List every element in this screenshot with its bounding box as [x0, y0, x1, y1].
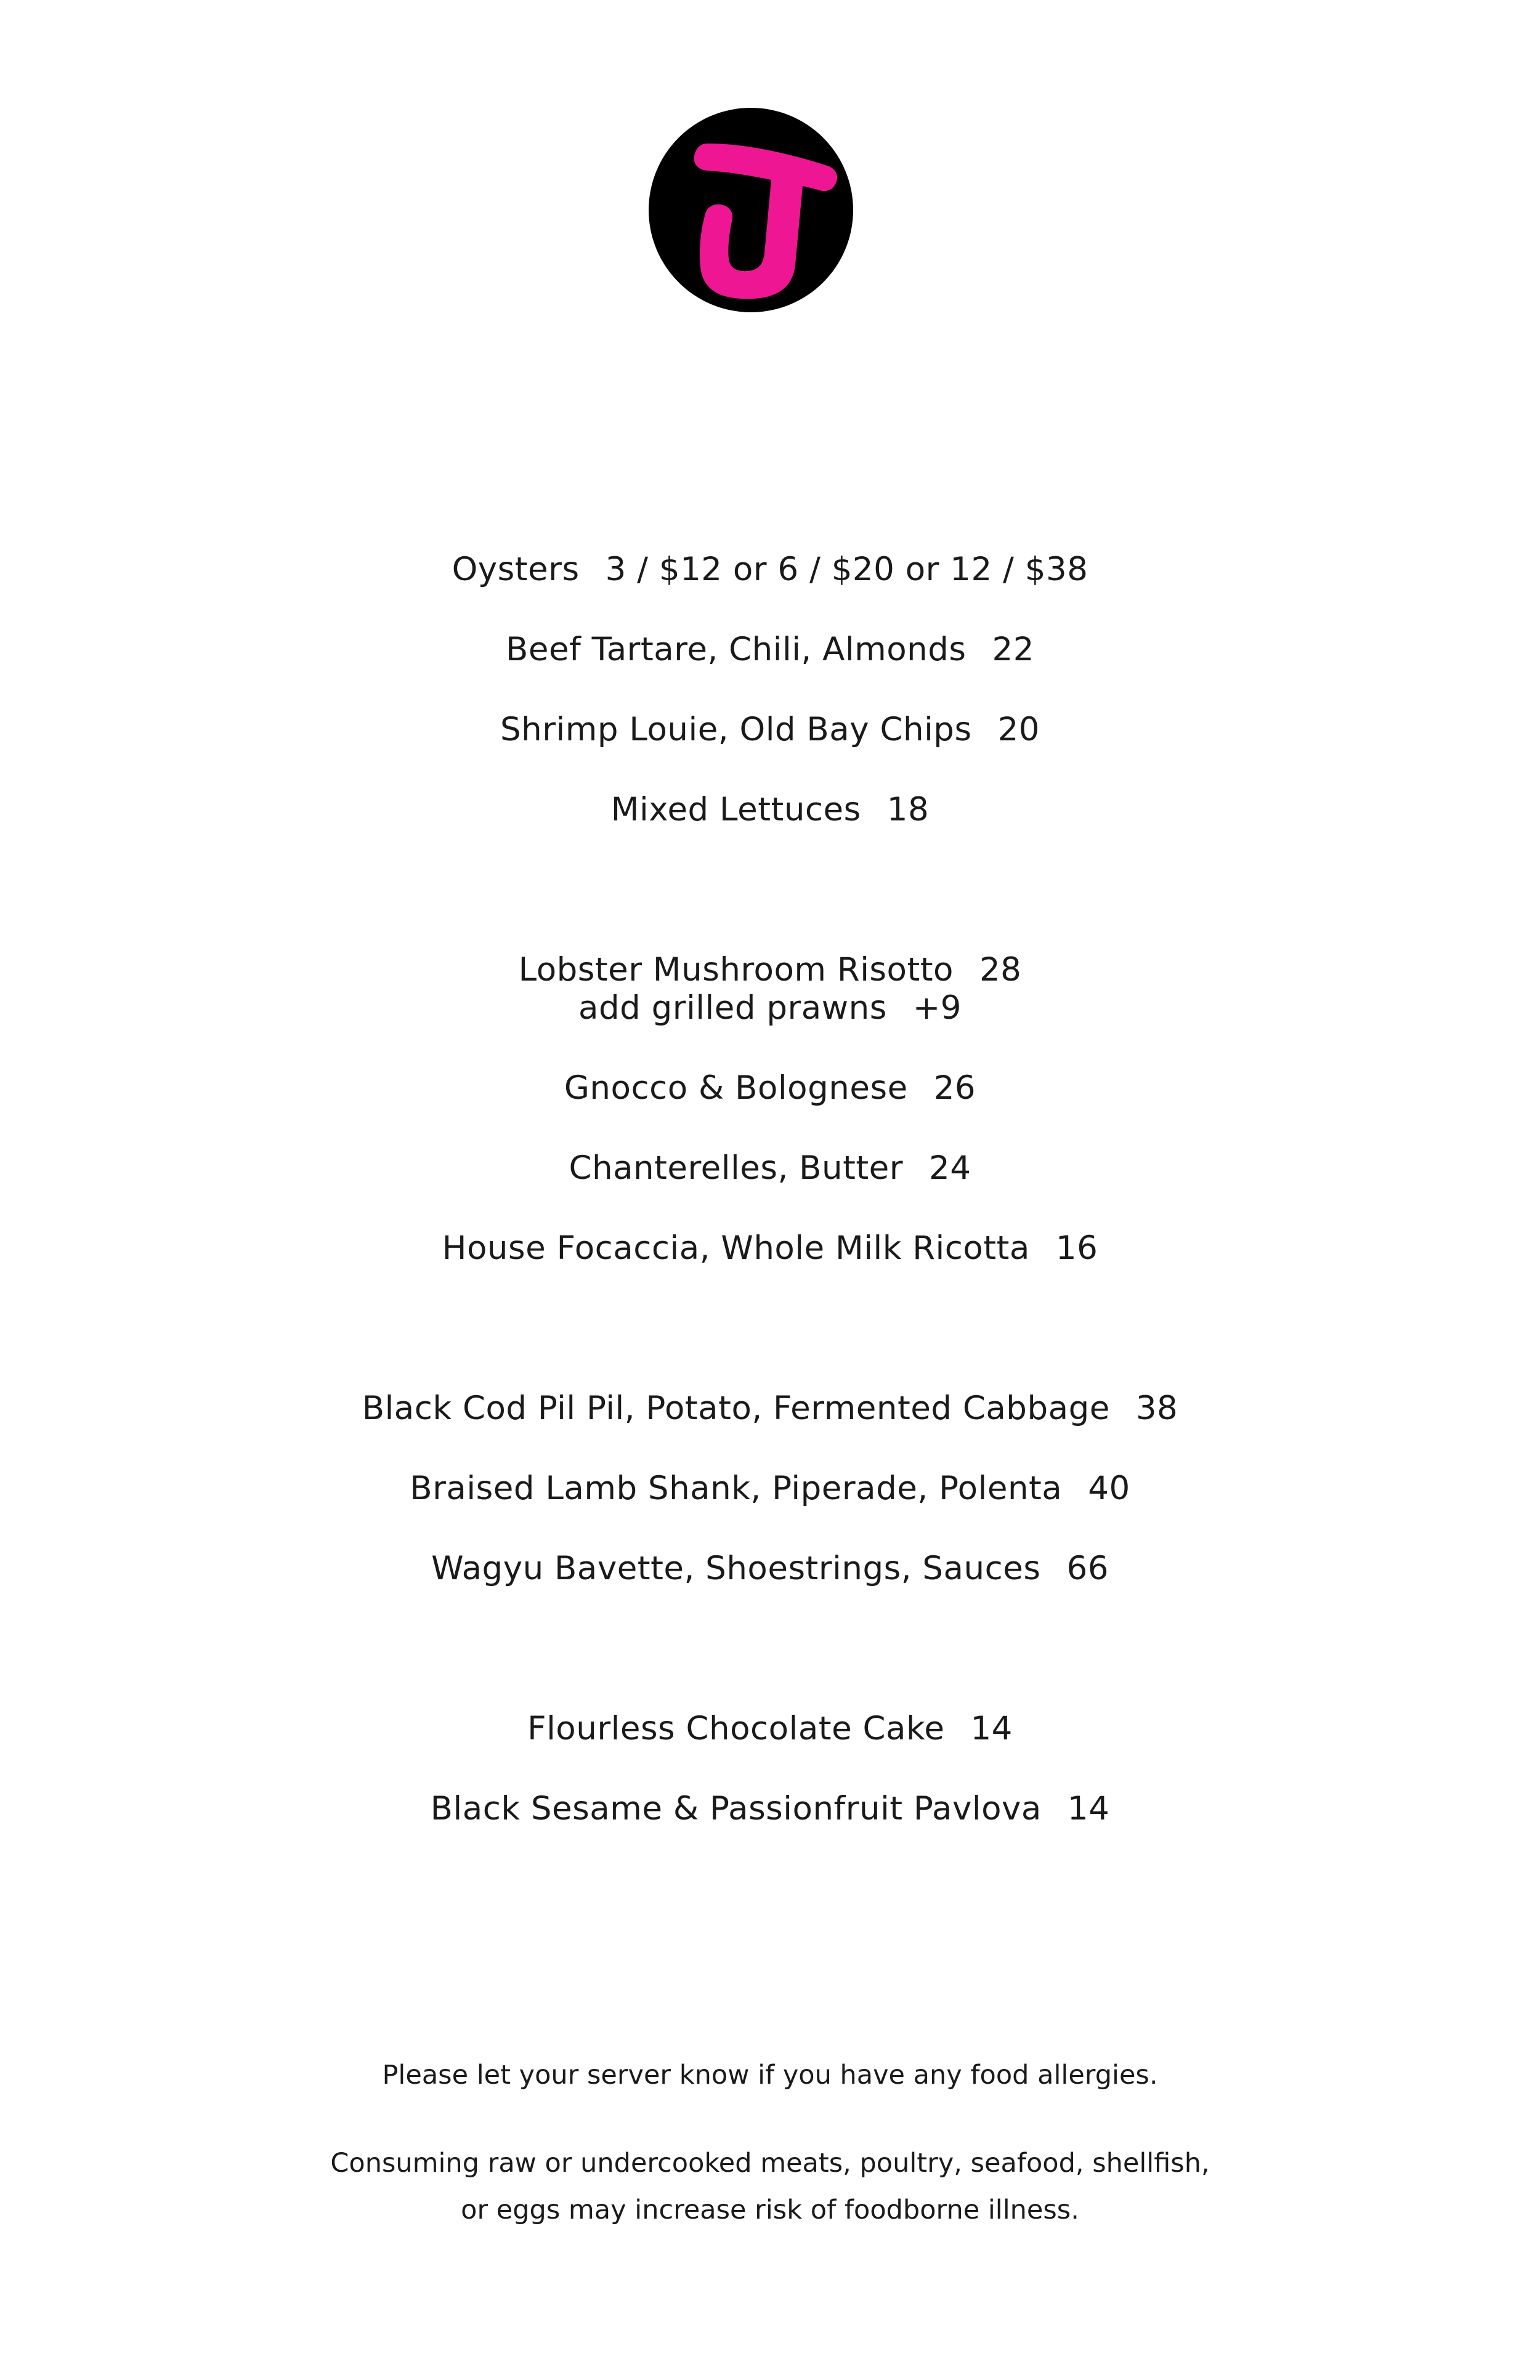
menu-item-price: 66 [1066, 1550, 1109, 1587]
menu-item [0, 630, 1540, 670]
menu-item [0, 1149, 1540, 1188]
menu-item-addon [0, 989, 1540, 1028]
menu-item-price: 14 [970, 1710, 1013, 1747]
menu-item [0, 790, 1540, 830]
menu-item-name: Lobster Mushroom Risotto [518, 951, 954, 989]
menu-item-price: 38 [1135, 1390, 1178, 1427]
menu-item-price: 22 [992, 631, 1034, 668]
menu-item-price: 20 [997, 711, 1040, 748]
menu-item-price: 28 [979, 951, 1022, 989]
menu-item-price: 26 [933, 1069, 976, 1107]
menu-item-name: Gnocco & Bolognese [564, 1069, 908, 1107]
menu-item-name: Black Sesame & Passionfruit Pavlova [430, 1790, 1042, 1827]
menu-item [0, 1389, 1540, 1428]
menu-item-price: +9 [912, 989, 962, 1027]
menu-item-name: Flourless Chocolate Cake [527, 1710, 945, 1747]
menu-item [0, 1469, 1540, 1508]
menu-item [0, 550, 1540, 589]
health-warning-line-1: Consuming raw or undercooked meats, poultry, seafood, shellfish, [330, 2148, 1210, 2179]
menu-item-name: Shrimp Louie, Old Bay Chips [500, 711, 972, 748]
menu-item-name: Black Cod Pil Pil, Potato, Fermented Cabbage [362, 1390, 1110, 1427]
allergy-note: Please let your server know if you have any food allergies. [382, 2060, 1158, 2091]
menu-item-price: 18 [886, 791, 930, 828]
menu-item-price: 16 [1055, 1229, 1098, 1267]
menu-item-name: House Focaccia, Whole Milk Ricotta [442, 1229, 1030, 1267]
menu-item-price: 24 [929, 1149, 971, 1187]
menu-item [0, 950, 1540, 990]
health-warning-line-2: or eggs may increase risk of foodborne illness. [461, 2195, 1079, 2225]
menu-item [0, 1789, 1540, 1829]
menu-item-price: 40 [1088, 1470, 1130, 1507]
menu-item [0, 1069, 1540, 1108]
logo-j-icon [649, 108, 853, 312]
menu-item-name: Beef Tartare, Chili, Almonds [506, 631, 967, 668]
menu-item-name: add grilled prawns [578, 989, 887, 1027]
menu-item-name: Oysters [452, 551, 580, 588]
menu-item [0, 1709, 1540, 1749]
menu-item [0, 710, 1540, 750]
menu-item [0, 1229, 1540, 1268]
menu-item-name: Chanterelles, Butter [569, 1149, 904, 1187]
restaurant-logo [649, 108, 853, 312]
menu-item-price: 14 [1067, 1790, 1110, 1827]
menu-item-name: Wagyu Bavette, Shoestrings, Sauces [431, 1550, 1041, 1587]
menu-item [0, 1549, 1540, 1589]
menu-item-price: 3 / $12 or 6 / $20 or 12 / $38 [605, 551, 1088, 588]
menu-item-name: Mixed Lettuces [610, 791, 861, 828]
menu-item-name: Braised Lamb Shank, Piperade, Polenta [410, 1470, 1063, 1507]
